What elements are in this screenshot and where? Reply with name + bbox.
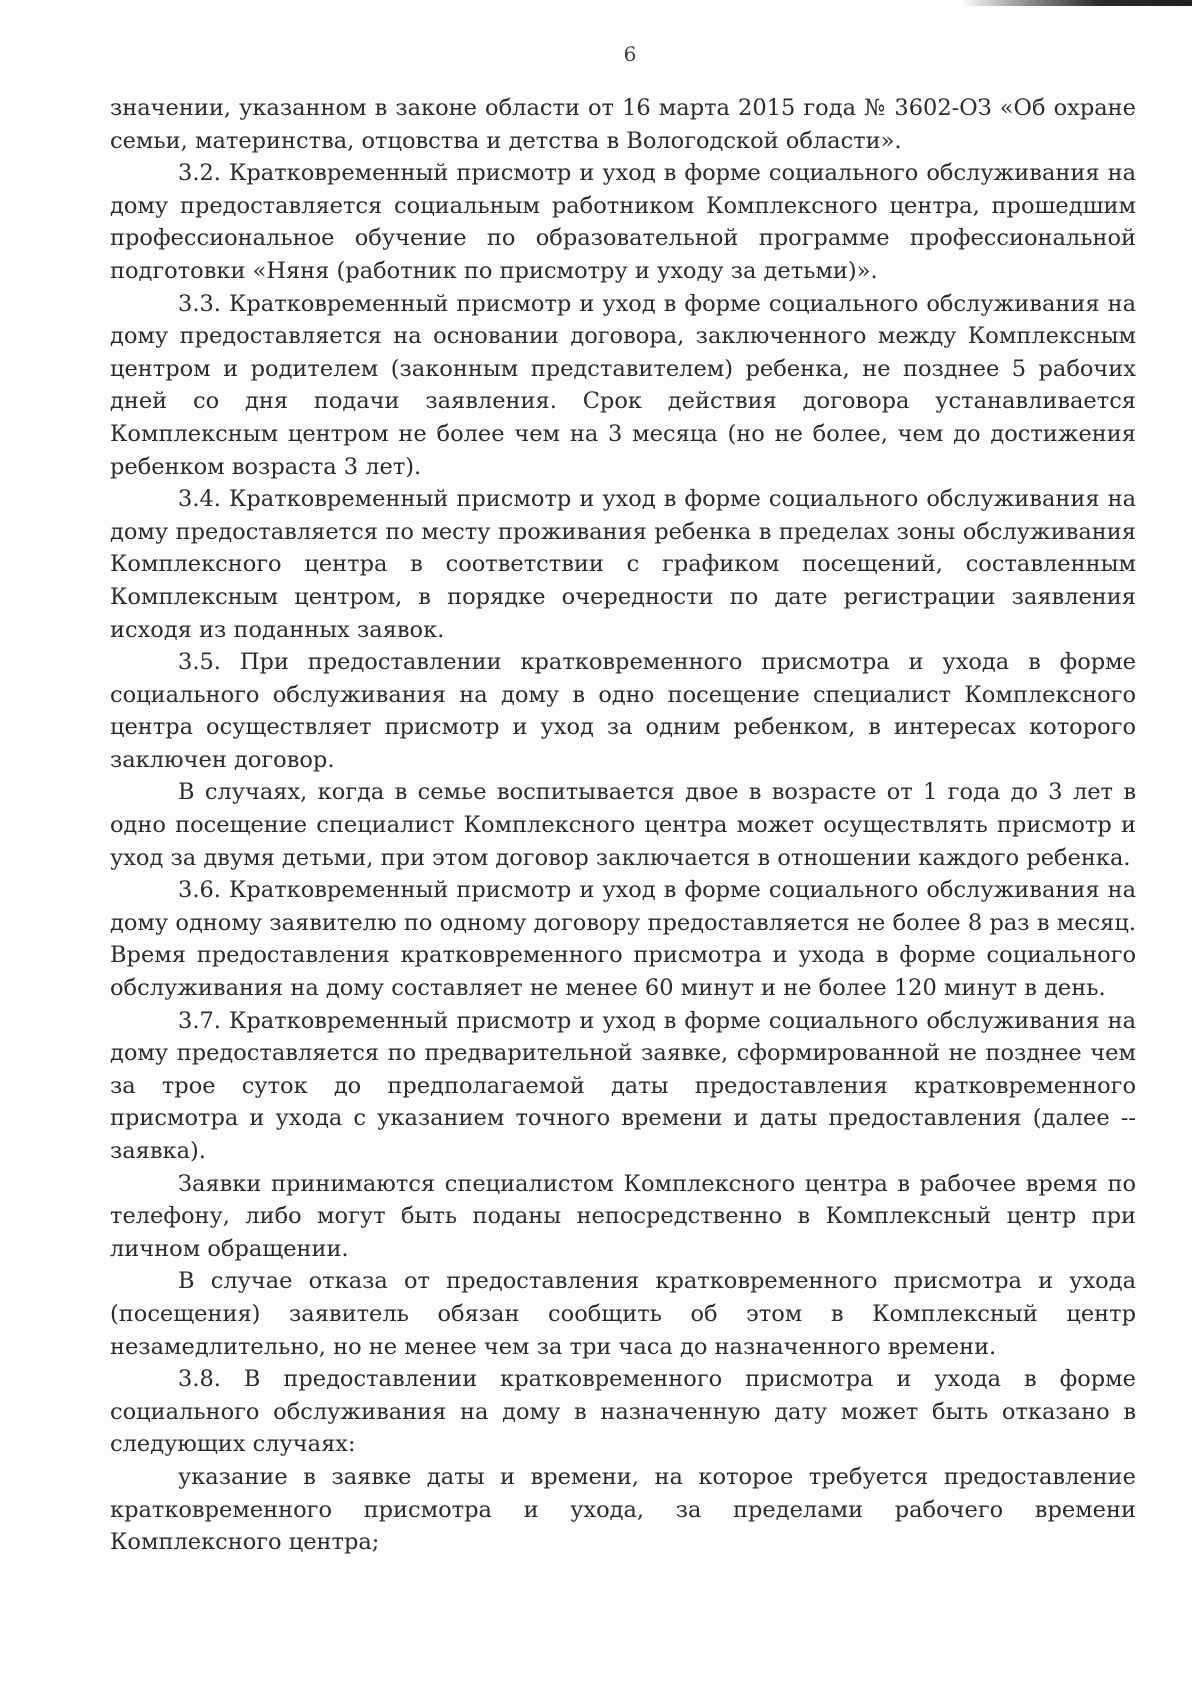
page-number: 6: [623, 42, 637, 66]
paragraph-3-2: 3.2. Кратковременный присмотр и уход в форме социального обслуживания на дому предоставляется социальным работником Комплексного центра, прошедшим профессиональное обучение по образовательной программе профессиональной подготовки «Няня (работник по присмотру и уходу за детьми)».: [110, 160, 1136, 284]
paragraph-3-7-requests: Заявки принимаются специалистом Комплексного центра в рабочее время по телефону, либо могут быть поданы непосредственно в Комплексный центр при личном обращении.: [110, 1170, 1136, 1262]
paragraph-3-8: 3.8. В предоставлении кратковременного присмотра и ухода в форме социального обслуживания на дому в назначенную дату может быть отказано в следующих случаях:: [110, 1366, 1136, 1458]
paragraph-3-3: 3.3. Кратковременный присмотр и уход в форме социального обслуживания на дому предоставляется на основании договора, заключенного между Комплексным центром и родителем (законным представителем) ребенка, не позднее 5 рабочих дней со дня подачи заявления. Срок действия договора устанавливается Комплексным центром не более чем на 3 месяца (но не более, чем до достижения ребенком возраста 3 лет).: [110, 290, 1136, 480]
paragraph-3-7: 3.7. Кратковременный присмотр и уход в форме социального обслуживания на дому предоставляется по предварительной заявке, сформированной не позднее чем за трое суток до предполагаемой даты предоставления кратковременного присмотра и ухода с указанием точного времени и даты предоставления (далее -- заявка).: [110, 1007, 1136, 1164]
paragraph-3-4: 3.4. Кратковременный присмотр и уход в форме социального обслуживания на дому предоставляется по месту проживания ребенка в пределах зоны обслуживания Комплексного центра в соответствии с графиком посещений, составленным Комплексным центром, в порядке очередности по дате регистрации заявления исходя из поданных заявок.: [110, 486, 1136, 643]
paragraph-3-6: 3.6. Кратковременный присмотр и уход в форме социального обслуживания на дому одному заявителю по одному договору предоставляется не более 8 раз в месяц. Время предоставления кратковременного присмотра и ухода в форме социального обслуживания на дому составляет не менее 60 минут и не более 120 минут в день.: [110, 877, 1136, 1002]
paragraph-3-7-refusal: В случае отказа от предоставления кратковременного присмотра и ухода (посещения) заявитель обязан сообщить об этом в Комплексный центр незамедлительно, но не менее чем за три часа до назначенного времени.: [110, 1268, 1136, 1360]
document-body: [110, 92, 1136, 1559]
paragraph-3-8-case-1: указание в заявке даты и времени, на которое требуется предоставление кратковременного присмотра и ухода, за пределами рабочего времени Комплексного центра;: [110, 1463, 1136, 1556]
paragraph-3-5: 3.5. При предоставлении кратковременного присмотра и ухода в форме социального обслуживания на дому в одно посещение специалист Комплексного центра осуществляет присмотр и уход за одним ребенком, в интересах которого заключен договор.: [110, 649, 1136, 773]
scan-artifact: [962, 0, 1192, 6]
paragraph-continuation: значении, указанном в законе области от 16 марта 2015 года № 3602-ОЗ «Об охране семьи, материнства, отцовства и детства в Вологодской области».: [110, 95, 1136, 154]
paragraph-3-5-twins: В случаях, когда в семье воспитывается двое в возрасте от 1 года до 3 лет в одно посещение специалист Комплексного центра может осуществлять присмотр и уход за двумя детьми, при этом договор заключается в отношении каждого ребенка.: [110, 779, 1136, 871]
